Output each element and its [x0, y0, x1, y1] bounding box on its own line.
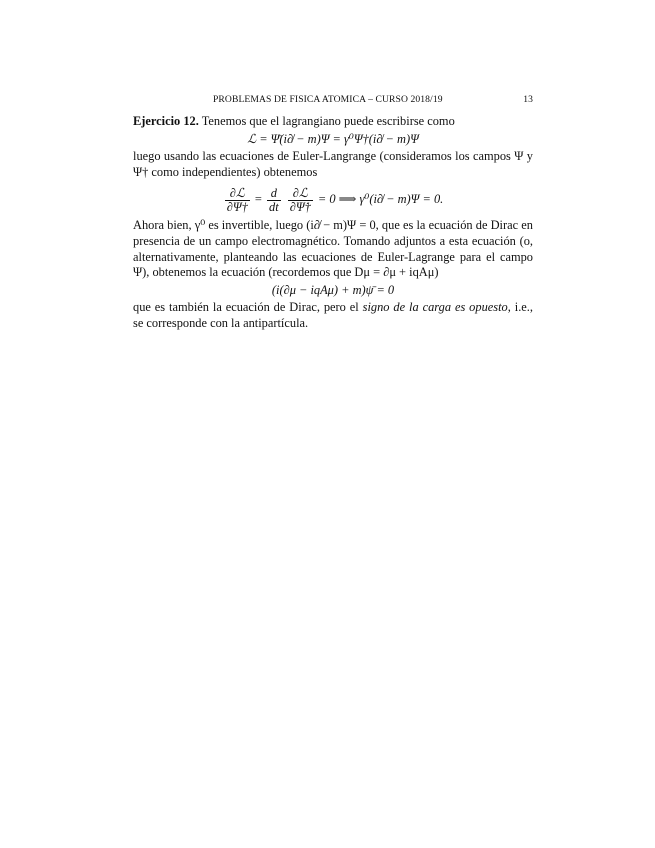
fraction-dL-dPsi	[225, 187, 250, 214]
fraction-dL-dPsidot	[288, 187, 313, 214]
paragraph-euler-lagrange: luego usando las ecuaciones de Euler-Langrange (consideramos los campos Ψ y Ψ† como independientes) obtenemos	[133, 149, 533, 179]
fraction-d-dt	[267, 187, 281, 214]
conclusion-emphasis: signo de la carga es opuesto	[362, 300, 508, 315]
conclusion-text-start: que es también la ecuación de Dirac, pero el	[133, 300, 363, 315]
paragraph-dirac: Ahora bien, γ⁰ es invertible, luego (i∂̸ − m)Ψ = 0, que es la ecuación de Dirac en presencia de un campo electromagnético. Tomando adjuntos a esta ecuación (o, alternativamente, planteando las ecuaciones de Euler-Lagrange para el campo Ψ), obtenemos la ecuación (recordemos que Dμ = ∂μ + iqAμ)	[133, 218, 533, 280]
fraction-denominator: dt	[269, 200, 279, 215]
fraction-denominator: ∂Ψ†	[226, 200, 248, 215]
equation-dirac-adjoint: (i(∂μ − iqAμ) + m)ψ̄ = 0	[271, 282, 395, 297]
exercise-intro-text: Tenemos que el lagrangiano puede escribirse como	[198, 114, 455, 128]
exercise-intro	[133, 114, 533, 130]
exercise-label: Ejercicio 12.	[133, 114, 199, 128]
equals-sign: =	[254, 192, 262, 207]
running-title: PROBLEMAS DE FISICA ATOMICA – CURSO 2018/19	[213, 94, 443, 105]
page-number: 13	[523, 94, 533, 105]
paragraph-conclusion	[133, 300, 533, 331]
conclusion-text-end: , i.e., se corresponde con la antipartícula.	[133, 300, 533, 330]
fraction-denominator: ∂Ψ̇†	[289, 200, 311, 215]
fraction-numerator: ∂ℒ	[288, 187, 313, 201]
equation-euler-lagrange	[133, 184, 533, 214]
page-header	[133, 92, 533, 108]
equation-lagrangian: ℒ = Ψ̄(i∂̸ − m)Ψ = γ⁰Ψ†(i∂̸ − m)Ψ	[247, 131, 419, 146]
fraction-numerator: ∂ℒ	[225, 187, 250, 201]
fraction-numerator: d	[267, 187, 281, 201]
page-content	[133, 92, 533, 332]
equation-tail: = 0 ⟹ γ⁰(i∂̸ − m)Ψ = 0.	[317, 192, 444, 207]
